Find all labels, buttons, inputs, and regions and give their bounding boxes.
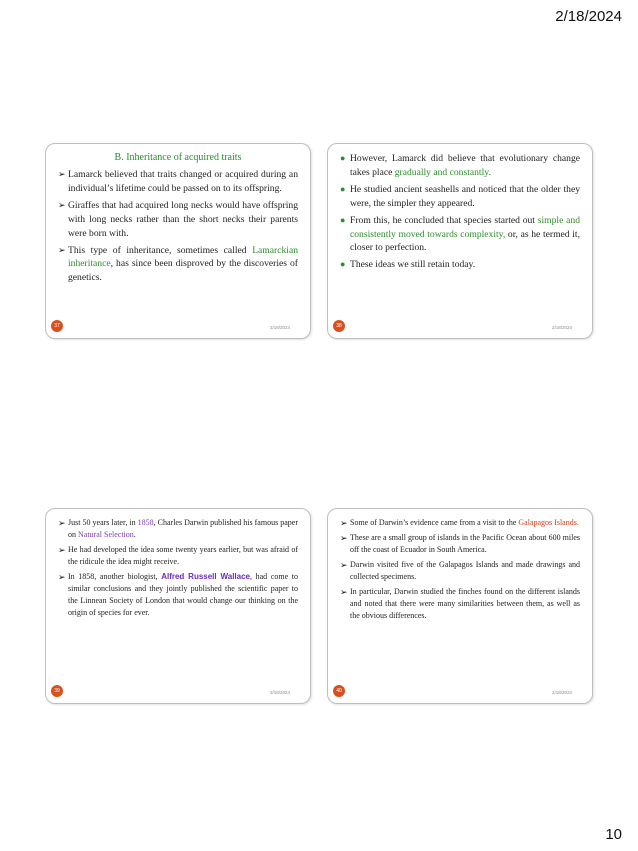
- bullet: ● These ideas we still retain today.: [340, 259, 476, 271]
- highlight-place: Galapagos Islands.: [518, 518, 579, 527]
- slide-number-badge: 40: [333, 685, 345, 697]
- slide-number-badge: 37: [51, 320, 63, 332]
- arrow-bullet-icon: ➢: [58, 572, 66, 582]
- bullet: ● He studied ancient seashells and noticed that the older they were, the simpler they appeared.: [340, 183, 580, 209]
- slide-date: 2/18/2024: [269, 690, 290, 695]
- arrow-bullet-icon: ➢: [340, 587, 348, 597]
- arrow-bullet-icon: ➢: [58, 199, 66, 210]
- bullet: ➢ In 1858, another biologist, Alfred Russell Wallace, had come to similar conclusions and they jointly published the scientific paper to the Linnean Society of London that would change our thinking on the origin of species for ever.: [58, 572, 299, 617]
- highlight-year: 1858: [137, 518, 154, 527]
- slide-date: 2/18/2024: [269, 325, 290, 330]
- dot-bullet-icon: ●: [340, 214, 346, 225]
- highlight-term: gradually and constantly.: [394, 166, 491, 178]
- slide-number-badge: 38: [333, 320, 345, 332]
- slide-number-badge: 39: [51, 685, 63, 697]
- bullet: ➢ He had developed the idea some twenty years earlier, but was afraid of the ridicule the idea might receive.: [58, 545, 298, 566]
- slide-date: 2/18/2024: [551, 690, 572, 695]
- highlight-name: Alfred Russell Wallace: [161, 572, 250, 581]
- slide-40: [327, 508, 593, 704]
- slide-38: [327, 143, 593, 339]
- arrow-bullet-icon: ➢: [340, 518, 348, 528]
- header-date: 2/18/2024: [555, 8, 622, 25]
- bullet: ➢ In particular, Darwin studied the finches found on the different islands and noted that there were many similarities between them, as well as the obvious differences.: [340, 587, 580, 620]
- bullet: ● From this, he concluded that species started out simple and consistently moved towards complexity, or, as he termed it, closer to perfection.: [340, 214, 580, 254]
- page-number: 10: [605, 826, 622, 843]
- arrow-bullet-icon: ➢: [58, 169, 66, 179]
- highlight-term: Lamarckian inheritance: [68, 244, 298, 270]
- bullet: ➢ Lamarck believed that traits changed or acquired during an individual’s lifetime could be passed on to its offspring.: [58, 169, 298, 194]
- dot-bullet-icon: ●: [340, 153, 346, 163]
- highlight-term: simple and consistently moved towards complexity,: [350, 214, 580, 240]
- slide-37: [45, 143, 311, 339]
- arrow-bullet-icon: ➢: [340, 560, 348, 570]
- arrow-bullet-icon: ➢: [58, 518, 66, 528]
- dot-bullet-icon: ●: [340, 259, 346, 270]
- bullet: ➢ These are a small group of islands in the Pacific Ocean about 600 miles off the coast of Ecuador in South America.: [340, 533, 580, 554]
- bullet: ● However, Lamarck did believe that evolutionary change takes place gradually and constantly.: [340, 153, 580, 178]
- bullet: ➢ Just 50 years later, in 1858, Charles Darwin published his famous paper on Natural Selection.: [58, 518, 298, 539]
- arrow-bullet-icon: ➢: [340, 533, 348, 543]
- highlight-term: Natural Selection: [78, 530, 134, 539]
- bullet: ➢ Giraffes that had acquired long necks would have offspring with long necks rather than the short necks their parents were born with.: [58, 199, 298, 239]
- slide-date: 2/18/2024: [551, 325, 572, 330]
- slide-39: [45, 508, 311, 704]
- bullet: ➢ Darwin visited five of the Galapagos Islands and made drawings and collected specimens.: [340, 560, 580, 581]
- arrow-bullet-icon: ➢: [58, 545, 66, 555]
- bullet: ➢ Some of Darwin’s evidence came from a visit to the Galapagos Islands.: [340, 517, 580, 529]
- dot-bullet-icon: ●: [340, 183, 346, 194]
- bullet: ➢ This type of inheritance, sometimes called Lamarckian inheritance, has since been disproved by the discoveries of genetics.: [58, 244, 298, 284]
- slide-title: B. Inheritance of acquired traits: [114, 152, 242, 163]
- arrow-bullet-icon: ➢: [58, 244, 66, 255]
